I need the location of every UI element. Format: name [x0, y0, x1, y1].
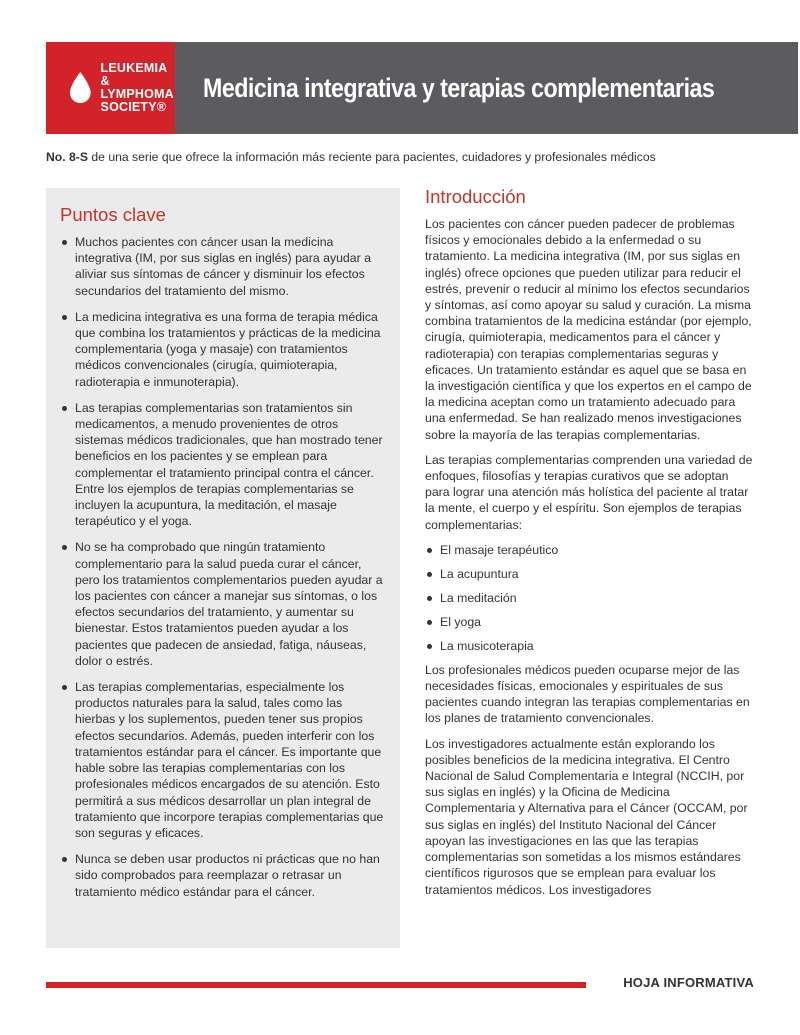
key-point-item: Nunca se deben usar productos ni prácticas que no han sido comprobados para reemplazar o retrasar un tratamiento médico estándar para el cáncer.	[60, 851, 384, 900]
lls-logo	[46, 42, 175, 134]
intro-paragraph: Los profesionales médicos pueden ocuparse mejor de las necesidades físicas, emocionales y espirituales de sus pacientes cuando integran las terapias complementarias en los planes de tratamiento convencionales.	[425, 662, 750, 726]
key-points-title: Puntos clave	[60, 204, 166, 225]
footer-bar	[46, 982, 586, 988]
therapy-list	[425, 542, 755, 654]
key-point-item: Las terapias complementarias, especialmente los productos naturales para la salud, tales como las hierbas y los suplementos, pueden tener sus propios efectos secundarios. Además, pueden interferir con los tratamientos estándar para el cáncer. Es importante que hable sobre las terapias complementarias con los profesionales médicos encargados de su atención. Esto permitirá a sus médicos desarrollar un plan integral de tratamiento que incorpore terapias complementarias que son seguras y eficaces.	[60, 679, 384, 841]
intro-paragraph: Las terapias complementarias comprenden una variedad de enfoques, filosofías y terapias curativos que se adoptan para lograr una atención más holística del paciente al tratar la mente, el cuerpo y el espíritu. Son ejemplos de terapias complementarias:	[425, 452, 753, 532]
key-point-item: Las terapias complementarias son tratamientos sin medicamentos, a menudo provenientes de otros sistemas médicos tradicionales, que han mostrado tener beneficios en los pacientes y se emplean para complementar el tratamiento principal contra el cáncer. Entre los ejemplos de terapias complementarias se incluyen la acupuntura, la meditación, el masaje terapéutico y el yoga.	[60, 400, 384, 530]
page-header	[46, 42, 754, 134]
page-title: Medicina integrativa y terapias complementarias	[203, 72, 715, 103]
intro-paragraph: Los investigadores actualmente están explorando los posibles beneficios de la medicina integrativa. El Centro Nacional de Salud Complementaria e Integral (NCCIH, por sus siglas en inglés) y la Oficina de Medicina Complementaria y Alternativa para el Cáncer (OCCAM, por sus siglas en inglés) del Instituto Nacional del Cáncer apoyan las investigaciones en las que las terapias complementarias son sometidas a los mismos estándares científicos rigurosos que se emplean para evaluar los tratamientos médicos. Los investigadores	[425, 736, 748, 897]
therapy-item: La meditación	[425, 590, 755, 606]
footer-label: HOJA INFORMATIVA	[623, 975, 754, 990]
therapy-item: La musicoterapia	[425, 638, 755, 654]
therapy-item: La acupuntura	[425, 566, 755, 582]
title-banner	[175, 42, 798, 134]
intro-paragraph: Los pacientes con cáncer pueden padecer de problemas físicos y emocionales debido a la enfermedad o su tratamiento. La medicina integrativa (IM, por sus siglas en inglés) ofrece opciones que pueden utilizar para reducir el estrés, prevenir o reducir al mínimo los efectos secundarios y síntomas, así como apoyar su salud y curación. La misma combina tratamientos de la medicina estándar (por ejemplo, cirugía, quimioterapia, medicamentos para el cáncer y radioterapia) con terapias complementarias seguras y eficaces. Un tratamiento estándar es aquel que se basa en la investigación científica y que los expertos en el campo de la medicina aceptan como un tratamiento adecuado para una enfermedad. Se han realizado menos investigaciones sobre la mayoría de las terapias complementarias.	[425, 217, 752, 442]
series-description: de una serie que ofrece la información más reciente para pacientes, cuidadores y profesionales médicos	[87, 150, 656, 164]
introduction-title: Introducción	[425, 186, 526, 207]
key-points-panel	[46, 188, 400, 948]
key-point-item: No se ha comprobado que ningún tratamiento complementario para la salud pueda curar el cáncer, pero los tratamientos complementarios pueden ayudar a los pacientes con cáncer a manejar sus síntomas, o los efectos secundarios del tratamiento, y aumentar su bienestar. Estos tratamientos pueden ayudar a los pacientes que padecen de ansiedad, fatiga, náuseas, dolor o estrés.	[60, 539, 384, 669]
blood-drop-icon	[68, 70, 93, 106]
therapy-item: El yoga	[425, 614, 755, 630]
logo-text: LEUKEMIA & LYMPHOMA SOCIETY®	[100, 61, 174, 114]
series-subtitle	[46, 150, 656, 164]
key-points-list	[60, 234, 384, 900]
key-point-item: Muchos pacientes con cáncer usan la medicina integrativa (IM, por sus siglas en inglés) para ayudar a aliviar sus síntomas de cáncer y disminuir los efectos secundarios del tratamiento del mismo.	[60, 234, 384, 299]
key-point-item: La medicina integrativa es una forma de terapia médica que combina los tratamientos y prácticas de la medicina complementaria (yoga y masaje) con tratamientos médicos convencionales (cirugía, quimioterapia, radioterapia e inmunoterapia).	[60, 309, 384, 390]
series-number: No. 8-S	[46, 150, 88, 164]
therapy-item: El masaje terapéutico	[425, 542, 755, 558]
introduction-section	[425, 186, 755, 907]
